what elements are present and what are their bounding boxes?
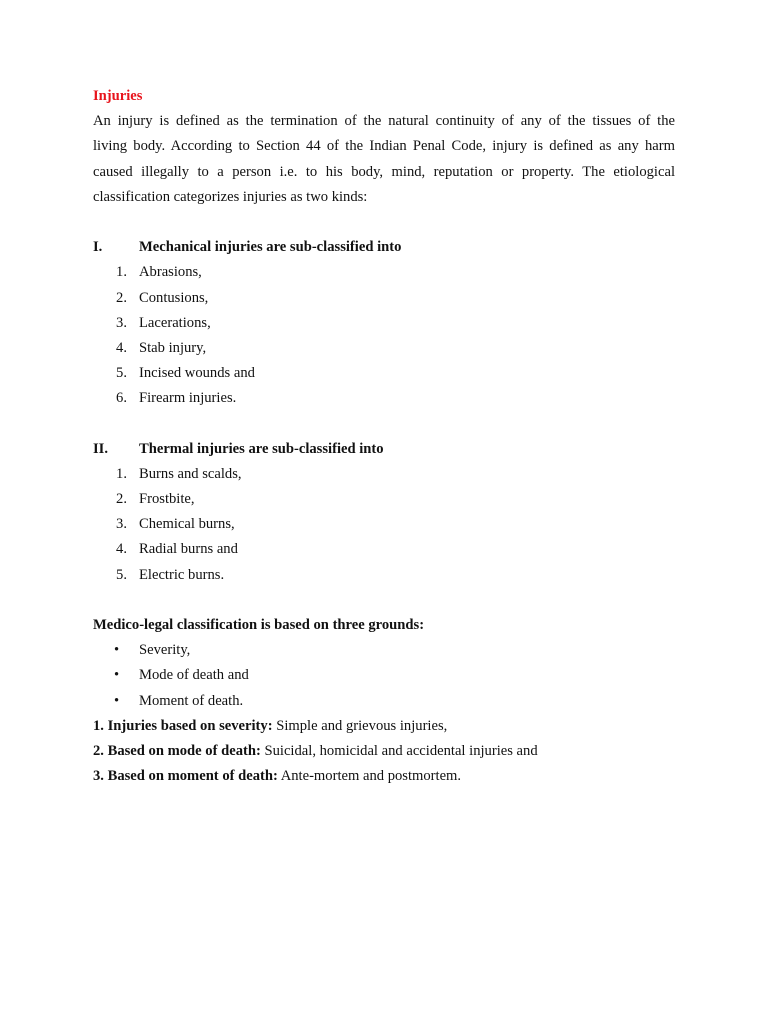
spacer	[93, 411, 675, 436]
section-heading	[93, 437, 675, 462]
list-text: Radial burns and	[139, 541, 238, 558]
list-number: 4.	[116, 541, 127, 558]
bullet-text: Moment of death.	[139, 692, 244, 709]
section-title: Thermal injuries are sub-classified into	[139, 440, 384, 457]
list-item	[93, 512, 675, 537]
spacer	[93, 210, 675, 235]
ground-line	[93, 764, 675, 789]
bullet-text: Severity,	[139, 642, 191, 659]
ground-label: 1. Injuries based on severity:	[93, 717, 273, 734]
list-number: 2.	[116, 491, 127, 507]
grounds-bullet-list	[93, 638, 675, 714]
list-item	[93, 563, 675, 588]
document-title: Injuries	[93, 88, 143, 104]
list-item	[93, 361, 675, 386]
bullet-marker: •	[114, 667, 120, 684]
thermal-list	[93, 462, 675, 588]
list-item	[93, 336, 675, 361]
list-number: 6.	[116, 390, 127, 407]
ground-line	[93, 739, 675, 764]
list-number: 4.	[116, 339, 127, 356]
list-number: 3.	[116, 314, 127, 331]
list-text: Burns and scalds,	[139, 465, 242, 482]
list-text: Lacerations,	[139, 314, 211, 331]
list-text: Firearm injuries.	[139, 390, 237, 407]
list-number: 1.	[116, 264, 127, 281]
list-item	[93, 286, 675, 311]
medico-legal-heading: Medico-legal classification is based on three grounds:	[93, 616, 425, 633]
bullet-text: Mode of death and	[139, 667, 249, 684]
list-item	[93, 537, 675, 562]
section-heading	[93, 235, 675, 260]
list-text: Electric burns.	[139, 566, 225, 583]
mechanical-list	[93, 260, 675, 411]
bullet-item	[93, 663, 675, 688]
list-item	[93, 386, 675, 411]
spacer	[93, 588, 675, 613]
intro-line: classification categorizes injuries as two kinds:	[93, 188, 368, 205]
bullet-marker: •	[114, 692, 120, 709]
bullet-item	[93, 638, 675, 663]
ground-text: Suicidal, homicidal and accidental injuries and	[260, 742, 538, 759]
intro-line: An injury is defined as the termination of the natural continuity of any of the tissues of the	[93, 113, 675, 130]
intro-line: caused illegally to a person i.e. to his body, mind, reputation or property. The etiological	[93, 163, 675, 180]
list-number: 1.	[116, 465, 127, 482]
section-mechanical	[93, 235, 675, 411]
bullet-item	[93, 689, 675, 714]
list-number: 5.	[116, 566, 127, 583]
list-item	[93, 311, 675, 336]
list-text: Contusions,	[139, 289, 209, 306]
ground-line	[93, 714, 675, 739]
list-item	[93, 462, 675, 487]
intro-line: living body. According to Section 44 of the Indian Penal Code, injury is defined as any harm	[93, 138, 675, 155]
document-page	[93, 84, 675, 789]
list-item	[93, 260, 675, 285]
section-thermal	[93, 437, 675, 588]
section-title: Mechanical injuries are sub-classified into	[139, 239, 402, 256]
ground-text: Simple and grievous injuries,	[272, 717, 448, 734]
list-text: Stab injury,	[139, 339, 207, 356]
list-text: Abrasions,	[139, 264, 202, 281]
ground-text: Ante-mortem and postmortem.	[277, 768, 462, 785]
list-text: Chemical burns,	[139, 516, 235, 533]
intro-paragraph	[93, 109, 675, 210]
bullet-marker: •	[114, 642, 120, 659]
list-text: Frostbite,	[139, 491, 195, 507]
list-number: 2.	[116, 289, 127, 306]
list-text: Incised wounds and	[139, 365, 255, 382]
medico-legal-section	[93, 613, 675, 789]
section-numeral: II.	[93, 440, 109, 457]
list-item	[93, 487, 675, 512]
section-numeral: I.	[93, 239, 103, 256]
list-number: 3.	[116, 516, 127, 533]
ground-label: 2. Based on mode of death:	[93, 742, 261, 759]
list-number: 5.	[116, 365, 127, 382]
ground-label: 3. Based on moment of death:	[93, 768, 278, 785]
